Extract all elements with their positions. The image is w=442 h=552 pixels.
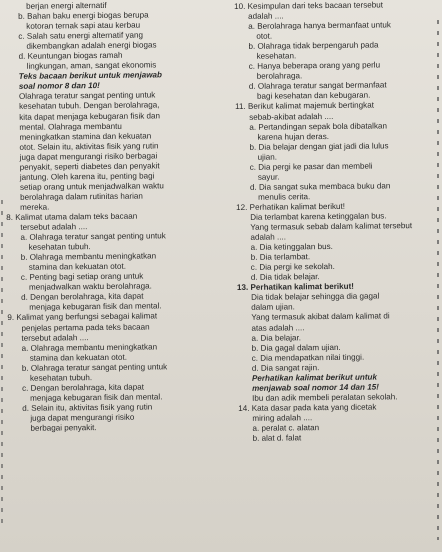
- option-a[interactable]: a. Olahraga membantu meningkatkan: [21, 342, 158, 353]
- question-sentence: dalam ujian.: [251, 302, 295, 313]
- option-line: kesehatan tubuh.: [29, 372, 93, 383]
- passage-line: berolahraga dalam rutinitas harian: [19, 191, 143, 202]
- option-line: otot.: [256, 31, 273, 41]
- option-b[interactable]: b. Dia belajar dengan giat jadi dia lulus: [249, 141, 389, 152]
- option-c[interactable]: c. Dengan berolahraga, kita dapat: [21, 382, 145, 393]
- question-line: miring adalah ....: [252, 413, 313, 423]
- option-a[interactable]: a. Berolahraga hanya bermanfaat untuk: [248, 20, 391, 31]
- option-d[interactable]: d. Dengan berolahraga, kita dapat: [21, 291, 144, 303]
- text-line: berjan energi alternatif: [25, 0, 107, 11]
- passage-line: penyakit, seperti diabetes dan penyakit: [19, 161, 160, 172]
- question-sentence: Dia tidak belajar sehingga dia gagal: [251, 291, 380, 303]
- question-line: Yang termasuk sebab dalam kalimat tersebut: [250, 221, 413, 232]
- instruction-line: Perhatikan kalimat berikut untuk: [251, 372, 378, 383]
- option-a-c[interactable]: a. peralat c. alatan: [252, 423, 320, 433]
- option-line: kesehatan.: [256, 51, 297, 62]
- option-line: berolahraga.: [256, 71, 303, 82]
- option-c[interactable]: c. Penting bagi setiap orang untuk: [20, 271, 144, 283]
- passage-line: mental. Olahraga membantu: [19, 121, 122, 132]
- option-a[interactable]: a. Olahraga teratur sangat penting untuk: [20, 231, 166, 242]
- option-line: menjaga kebugaran fisik dan mental.: [30, 392, 163, 403]
- question-line: sebab-akibat adalah ....: [249, 111, 334, 122]
- question-sentence: Ibu dan adik membeli peralatan sekolah.: [252, 392, 398, 403]
- question-14: 14. Kata dasar pada kata yang dicetak: [238, 402, 377, 413]
- option-c[interactable]: c. Hanya beberapa orang yang perlu: [248, 60, 381, 72]
- passage-line: Olahraga teratur sangat penting untuk: [18, 90, 156, 102]
- cut-line: [437, 20, 439, 540]
- question-line: atas adalah ....: [251, 322, 305, 333]
- option-a[interactable]: a. Dia ketinggalan bus.: [250, 242, 333, 252]
- option-line: menjadwalkan waktu berolahraga.: [28, 281, 152, 293]
- option-line: stamina dan kekuatan otot.: [28, 261, 127, 272]
- question-11: 11. Berikut kalimat majemuk bertingkat: [235, 101, 374, 112]
- question-line: adalah ....: [250, 232, 287, 242]
- left-column: [4, 0, 234, 552]
- passage-line: setiap orang untuk menjadwalkan waktu: [19, 181, 164, 192]
- option-b[interactable]: b. Olahraga teratur sangat penting untuk: [21, 361, 168, 373]
- option-a[interactable]: a. Dia belajar.: [251, 332, 302, 343]
- text-line: dikembangkan adalah energi biogas: [26, 40, 157, 51]
- passage-line: jantung. Oleh karena itu, penting bagi: [19, 171, 155, 182]
- instruction-line: menjawab soal nomor 14 dan 15!: [251, 382, 379, 393]
- option-line: ujian.: [257, 152, 278, 162]
- passage-line: juga dapat mengurangi risiko berbagai: [19, 151, 158, 162]
- option-line: sayur.: [257, 172, 280, 182]
- option-c[interactable]: c. Dia mendapatkan nilai tinggi.: [251, 352, 365, 363]
- option-d[interactable]: d. Olahraga teratur sangat bermanfaat: [248, 80, 387, 92]
- question-12: 12. Perhatikan kalimat berikut!: [236, 201, 346, 212]
- option-b[interactable]: b. Olahraga tidak berpengaruh pada: [248, 40, 379, 52]
- option-d[interactable]: d. Selain itu, aktivitas fisik yang rutin: [22, 402, 153, 413]
- option-line: menulis cerita.: [257, 192, 311, 202]
- option-b[interactable]: b. Dia gagal dalam ujian.: [251, 342, 341, 353]
- question-line: penjelas pertama pada teks bacaan: [21, 321, 150, 333]
- option-line: karena hujan deras.: [257, 131, 330, 142]
- option-line: bagi kesehatan dan kebugaran.: [256, 90, 371, 102]
- option-line: kesehatan tubuh.: [28, 242, 91, 252]
- text-line: lingkungan, aman, sangat ekonomis: [26, 60, 157, 72]
- passage-line: meningkatkan stamina dan kekuatan: [19, 131, 152, 142]
- option-line: stamina dan kekuatan otot.: [29, 352, 127, 363]
- question-13: 13. Perhatikan kalimat berikut!: [236, 282, 355, 293]
- option-d[interactable]: d. Dia sangat suka membaca buku dan: [249, 181, 391, 192]
- text-line: b. Bahan baku energi biogas berupa: [18, 10, 149, 21]
- option-c[interactable]: c. Dia pergi ke sekolah.: [250, 262, 335, 273]
- option-d[interactable]: d. Dia sangat rajin.: [251, 362, 320, 373]
- question-line: tersebut adalah ....: [20, 222, 88, 232]
- option-a[interactable]: a. Pertandingan sepak bola dibatalkan: [249, 120, 388, 132]
- text-line: kotoran ternak sapi atau kerbau: [26, 20, 141, 31]
- passage-line: kesehatan tubuh. Dengan berolahraga,: [19, 100, 160, 112]
- option-c[interactable]: c. Dia pergi ke pasar dan membeli: [249, 161, 373, 172]
- question-10: 10. Kesimpulan dari teks bacaan tersebut: [234, 0, 384, 11]
- option-b[interactable]: b. Dia terlambat.: [250, 252, 311, 263]
- page-edge-shadow: [1, 200, 3, 530]
- text-line: d. Keuntungan biogas ramah: [18, 50, 123, 62]
- question-9: 9. Kalimat yang berfungsi sebagai kalimat: [7, 311, 158, 323]
- passage-line: kita dapat menjaga kebugaran fisik dan: [19, 110, 161, 122]
- passage-line: otot. Selain itu, aktivitas fisik yang rutin: [19, 141, 159, 152]
- right-column: [234, 0, 442, 552]
- question-line: adalah ....: [248, 11, 284, 21]
- question-line: Yang termasuk akibat dalam kalimat di: [251, 311, 390, 323]
- question-sentence: Dia terlambat karena ketinggalan bus.: [250, 211, 387, 222]
- instruction-line: Teks bacaan berikut untuk menjawab: [18, 70, 163, 82]
- question-line: tersebut adalah ....: [21, 332, 89, 343]
- instruction-line: soal nomor 8 dan 10!: [18, 81, 100, 92]
- option-line: berbagai penyakit.: [30, 423, 97, 433]
- option-b[interactable]: b. Olahraga membantu meningkatkan: [20, 251, 157, 263]
- passage-line: mereka.: [20, 202, 50, 212]
- question-8: 8. Kalimat utama dalam teks bacaan: [6, 211, 138, 222]
- option-line: juga dapat mengurangi risiko: [30, 412, 135, 423]
- option-line: menjaga kebugaran fisik dan mental.: [29, 301, 162, 313]
- option-d[interactable]: d. Dia tidak belajar.: [250, 272, 320, 283]
- option-b-d[interactable]: b. alat d. falat: [252, 433, 302, 443]
- text-line: c. Salah satu energi alternatif yang: [18, 30, 144, 41]
